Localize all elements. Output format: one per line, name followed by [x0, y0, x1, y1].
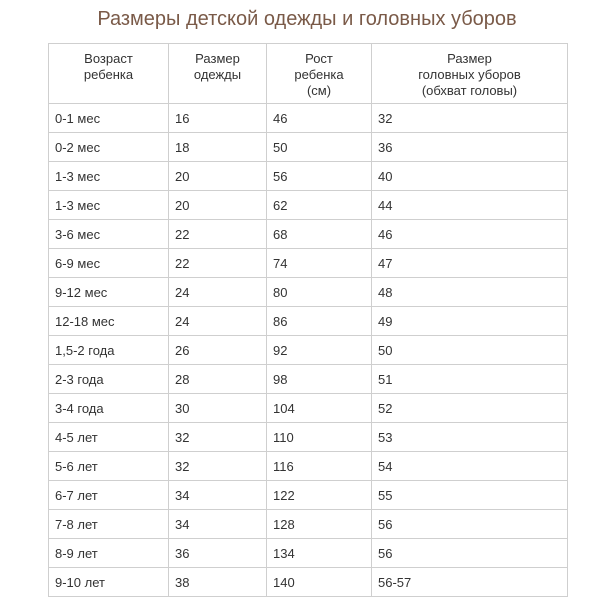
cell-hat-size: 44 — [372, 191, 568, 220]
header-clothing-size-line: Размер — [195, 51, 240, 66]
cell-hat-size: 51 — [372, 365, 568, 394]
cell-clothing-size: 34 — [169, 481, 267, 510]
cell-height: 80 — [267, 278, 372, 307]
cell-clothing-size: 18 — [169, 133, 267, 162]
table-row — [49, 539, 568, 568]
cell-height: 98 — [267, 365, 372, 394]
header-hat-size-line: головных уборов — [418, 67, 521, 82]
cell-height: 134 — [267, 539, 372, 568]
header-age — [49, 44, 169, 104]
cell-hat-size: 56 — [372, 510, 568, 539]
cell-clothing-size: 38 — [169, 568, 267, 597]
table-row — [49, 336, 568, 365]
cell-age: 0-1 мес — [49, 104, 169, 133]
header-age-line: Возраст — [84, 51, 133, 66]
table-row — [49, 423, 568, 452]
cell-age: 5-6 лет — [49, 452, 169, 481]
table-row — [49, 365, 568, 394]
cell-clothing-size: 32 — [169, 423, 267, 452]
cell-clothing-size: 36 — [169, 539, 267, 568]
header-hat-size-line: Размер — [447, 51, 492, 66]
header-height — [267, 44, 372, 104]
header-clothing-size-line: одежды — [193, 67, 242, 82]
cell-clothing-size: 28 — [169, 365, 267, 394]
cell-height: 56 — [267, 162, 372, 191]
table-row — [49, 452, 568, 481]
cell-age: 1,5-2 года — [49, 336, 169, 365]
cell-age: 8-9 лет — [49, 539, 169, 568]
table-row — [49, 249, 568, 278]
table-row — [49, 510, 568, 539]
cell-age: 1-3 мес — [49, 162, 169, 191]
cell-age: 3-4 года — [49, 394, 169, 423]
cell-age: 2-3 года — [49, 365, 169, 394]
cell-height: 50 — [267, 133, 372, 162]
table-body — [49, 104, 568, 597]
table-row — [49, 278, 568, 307]
cell-hat-size: 47 — [372, 249, 568, 278]
cell-age: 9-12 мес — [49, 278, 169, 307]
cell-clothing-size: 24 — [169, 278, 267, 307]
cell-height: 92 — [267, 336, 372, 365]
header-hat-size-line: (обхват головы) — [421, 83, 518, 98]
table-row — [49, 220, 568, 249]
cell-clothing-size: 30 — [169, 394, 267, 423]
cell-height: 74 — [267, 249, 372, 278]
table-row — [49, 104, 568, 133]
table-row — [49, 307, 568, 336]
cell-hat-size: 48 — [372, 278, 568, 307]
header-height-line: ребенка — [294, 67, 344, 82]
cell-hat-size: 36 — [372, 133, 568, 162]
cell-age: 7-8 лет — [49, 510, 169, 539]
cell-clothing-size: 34 — [169, 510, 267, 539]
cell-height: 86 — [267, 307, 372, 336]
cell-hat-size: 55 — [372, 481, 568, 510]
cell-age: 4-5 лет — [49, 423, 169, 452]
cell-age: 0-2 мес — [49, 133, 169, 162]
table-row — [49, 481, 568, 510]
cell-height: 140 — [267, 568, 372, 597]
cell-hat-size: 56 — [372, 539, 568, 568]
cell-clothing-size: 16 — [169, 104, 267, 133]
cell-hat-size: 49 — [372, 307, 568, 336]
cell-height: 68 — [267, 220, 372, 249]
cell-clothing-size: 22 — [169, 220, 267, 249]
table-row — [49, 394, 568, 423]
cell-height: 116 — [267, 452, 372, 481]
cell-height: 62 — [267, 191, 372, 220]
table-row — [49, 162, 568, 191]
cell-hat-size: 56-57 — [372, 568, 568, 597]
cell-hat-size: 46 — [372, 220, 568, 249]
cell-age: 6-9 мес — [49, 249, 169, 278]
cell-age: 6-7 лет — [49, 481, 169, 510]
header-height-line: Рост — [305, 51, 333, 66]
table-header-row — [49, 44, 568, 104]
header-hat-size — [372, 44, 568, 104]
cell-height: 122 — [267, 481, 372, 510]
cell-height: 46 — [267, 104, 372, 133]
cell-clothing-size: 20 — [169, 162, 267, 191]
cell-clothing-size: 24 — [169, 307, 267, 336]
header-age-line: ребенка — [83, 67, 134, 82]
cell-age: 9-10 лет — [49, 568, 169, 597]
cell-clothing-size: 22 — [169, 249, 267, 278]
table-row — [49, 191, 568, 220]
header-clothing-size — [169, 44, 267, 104]
cell-hat-size: 50 — [372, 336, 568, 365]
cell-hat-size: 40 — [372, 162, 568, 191]
cell-age: 12-18 мес — [49, 307, 169, 336]
cell-hat-size: 54 — [372, 452, 568, 481]
cell-height: 104 — [267, 394, 372, 423]
cell-hat-size: 52 — [372, 394, 568, 423]
cell-age: 3-6 мес — [49, 220, 169, 249]
cell-clothing-size: 20 — [169, 191, 267, 220]
cell-height: 110 — [267, 423, 372, 452]
page-title: Размеры детской одежды и головных уборов — [97, 8, 517, 30]
cell-age: 1-3 мес — [49, 191, 169, 220]
cell-clothing-size: 26 — [169, 336, 267, 365]
table-row — [49, 133, 568, 162]
table-row — [49, 568, 568, 597]
cell-height: 128 — [267, 510, 372, 539]
cell-clothing-size: 32 — [169, 452, 267, 481]
size-table — [48, 43, 568, 597]
header-height-line: (см) — [306, 83, 332, 98]
cell-hat-size: 32 — [372, 104, 568, 133]
cell-hat-size: 53 — [372, 423, 568, 452]
